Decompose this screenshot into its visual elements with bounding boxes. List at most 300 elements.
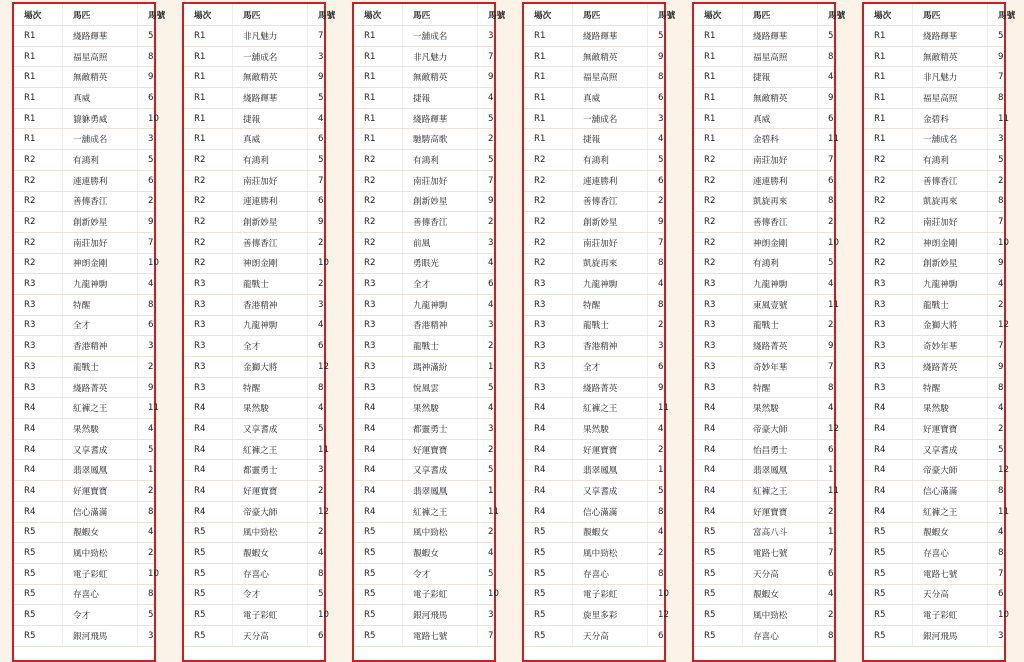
table-row [354, 108, 494, 129]
race-cell: R3 [864, 274, 913, 295]
table-row [184, 129, 324, 150]
table-row [354, 253, 494, 274]
horse-number-cell: 4 [308, 108, 325, 129]
horse-name-cell: 綫路輝華 [913, 26, 988, 47]
race-cell: R5 [694, 605, 743, 626]
horse-number-cell: 2 [308, 522, 325, 543]
horse-name-cell: 特醒 [743, 377, 818, 398]
horse-name-cell: 銀河飛馬 [63, 625, 138, 646]
table-row [524, 460, 664, 481]
horse-name-cell: 一舖成名 [233, 46, 308, 67]
horse-name-cell: 令才 [233, 584, 308, 605]
race-picks-table [694, 4, 846, 647]
horse-name-cell: 南莊加好 [63, 232, 138, 253]
horse-number-cell: 11 [818, 294, 835, 315]
horse-name-cell: 好運寶寶 [913, 419, 988, 440]
race-cell: R2 [184, 150, 233, 171]
horse-name-cell: 捷報 [743, 67, 818, 88]
race-cell: R1 [184, 46, 233, 67]
horse-name-cell: 九龍神駒 [403, 294, 478, 315]
horse-number-cell: 3 [308, 294, 325, 315]
horse-name-cell: 風中勁松 [573, 543, 648, 564]
race-cell: R5 [184, 605, 233, 626]
table-row [184, 191, 324, 212]
table-row [14, 274, 154, 295]
horse-name-cell: 好運寶寶 [403, 439, 478, 460]
race-cell: R2 [864, 212, 913, 233]
table-row [14, 377, 154, 398]
horse-number-cell: 8 [138, 294, 155, 315]
table-row [864, 129, 1004, 150]
table-row [694, 501, 834, 522]
race-header: 場次 [694, 4, 743, 26]
horse-number-cell: 11 [818, 481, 835, 502]
race-cell: R2 [694, 191, 743, 212]
horse-number-cell: 3 [988, 129, 1005, 150]
horse-number-cell: 10 [818, 232, 835, 253]
table-row [524, 108, 664, 129]
race-cell: R2 [184, 191, 233, 212]
table-row [184, 294, 324, 315]
horse-name-cell: 風中勁松 [63, 543, 138, 564]
horse-number-cell: 8 [988, 377, 1005, 398]
horse-number-cell: 6 [138, 88, 155, 109]
table-row [524, 253, 664, 274]
table-row [14, 46, 154, 67]
race-cell: R2 [354, 170, 403, 191]
table-row [524, 605, 664, 626]
table-row [694, 191, 834, 212]
race-cell: R1 [694, 88, 743, 109]
horse-number-cell: 2 [478, 129, 495, 150]
table-row [184, 563, 324, 584]
race-cell: R1 [864, 129, 913, 150]
horse-name-cell: 九龍神駒 [233, 315, 308, 336]
table-row [864, 88, 1004, 109]
horse-number-cell: 6 [818, 563, 835, 584]
horse-number-cell: 11 [818, 129, 835, 150]
horse-name-cell: 怡昌勇士 [743, 439, 818, 460]
race-cell: R3 [14, 357, 63, 378]
horse-name-cell: 善傳香江 [63, 191, 138, 212]
number-header: 馬號 [648, 4, 665, 26]
table-row [524, 26, 664, 47]
horse-number-cell: 9 [478, 191, 495, 212]
horse-number-cell: 12 [988, 315, 1005, 336]
horse-header: 馬匹 [63, 4, 138, 26]
horse-name-cell: 有鴻利 [573, 150, 648, 171]
horse-name-cell: 紅褲之王 [913, 501, 988, 522]
horse-name-cell: 都靈勇士 [233, 460, 308, 481]
race-cell: R5 [524, 605, 573, 626]
horse-number-cell: 4 [648, 522, 665, 543]
race-cell: R4 [14, 481, 63, 502]
table-row [14, 357, 154, 378]
horse-number-cell: 7 [478, 46, 495, 67]
race-header: 場次 [864, 4, 913, 26]
horse-name-cell: 前風 [403, 232, 478, 253]
horse-number-cell: 3 [308, 460, 325, 481]
table-row [184, 377, 324, 398]
horse-name-cell: 東風壹號 [743, 294, 818, 315]
race-cell: R5 [184, 584, 233, 605]
horse-number-cell: 9 [988, 46, 1005, 67]
table-row [14, 439, 154, 460]
table-row [184, 460, 324, 481]
table-row [694, 88, 834, 109]
race-cell: R2 [694, 150, 743, 171]
horse-number-cell: 5 [818, 26, 835, 47]
horse-number-cell: 1 [648, 460, 665, 481]
race-cell: R3 [864, 377, 913, 398]
horse-number-cell: 10 [308, 253, 325, 274]
horse-number-cell: 9 [138, 67, 155, 88]
horse-number-cell: 11 [988, 108, 1005, 129]
table-row [524, 88, 664, 109]
race-cell: R4 [184, 419, 233, 440]
horse-number-cell: 1 [818, 522, 835, 543]
horse-number-cell: 5 [478, 377, 495, 398]
table-row [184, 439, 324, 460]
horse-name-cell: 奇妙年華 [743, 357, 818, 378]
horse-number-cell: 4 [478, 88, 495, 109]
horse-name-cell: 又享耆成 [233, 419, 308, 440]
horse-name-cell: 善傳香江 [743, 212, 818, 233]
race-cell: R4 [864, 460, 913, 481]
table-row [864, 336, 1004, 357]
table-row [694, 170, 834, 191]
race-cell: R3 [524, 274, 573, 295]
race-cell: R1 [864, 108, 913, 129]
horse-number-cell: 4 [478, 294, 495, 315]
horse-name-cell: 電路七號 [403, 625, 478, 646]
horse-number-cell: 6 [648, 88, 665, 109]
race-cell: R2 [524, 232, 573, 253]
race-picks-table [524, 4, 676, 647]
table-row [524, 315, 664, 336]
horse-number-cell: 6 [308, 625, 325, 646]
race-cell: R5 [694, 584, 743, 605]
race-cell: R3 [524, 294, 573, 315]
table-row [524, 625, 664, 646]
horse-name-cell: 綫路輝華 [233, 88, 308, 109]
race-cell: R5 [354, 625, 403, 646]
table-row [14, 460, 154, 481]
race-cell: R3 [864, 294, 913, 315]
race-header: 場次 [14, 4, 63, 26]
horse-number-cell: 4 [818, 274, 835, 295]
race-cell: R4 [864, 481, 913, 502]
horse-number-cell: 9 [308, 67, 325, 88]
race-cell: R4 [184, 481, 233, 502]
race-cell: R5 [864, 563, 913, 584]
table-row [184, 274, 324, 295]
race-cell: R2 [14, 212, 63, 233]
race-cell: R5 [354, 584, 403, 605]
table-row [14, 481, 154, 502]
horse-name-cell: 綫路菁英 [573, 377, 648, 398]
race-picks-table [184, 4, 336, 647]
horse-number-cell: 2 [648, 191, 665, 212]
table-row [184, 336, 324, 357]
race-cell: R2 [694, 232, 743, 253]
race-cell: R5 [694, 563, 743, 584]
horse-name-cell: 金獅大將 [233, 357, 308, 378]
horse-number-cell: 5 [138, 150, 155, 171]
horse-name-cell: 創新妙星 [63, 212, 138, 233]
race-cell: R3 [14, 336, 63, 357]
horse-name-cell: 令才 [403, 563, 478, 584]
table-row [354, 232, 494, 253]
horse-name-cell: 龍戰士 [233, 274, 308, 295]
table-row [694, 212, 834, 233]
horse-number-cell: 3 [988, 625, 1005, 646]
horse-name-cell: 好運寶寶 [743, 501, 818, 522]
horse-name-cell: 金碧科 [913, 108, 988, 129]
horse-number-cell: 5 [308, 150, 325, 171]
race-cell: R5 [14, 543, 63, 564]
horse-name-cell: 香港精神 [233, 294, 308, 315]
horse-number-cell: 6 [478, 274, 495, 295]
number-header: 馬號 [138, 4, 155, 26]
horse-number-cell: 8 [648, 67, 665, 88]
horse-name-cell: 一舖成名 [573, 108, 648, 129]
horse-name-cell: 有鴻利 [403, 150, 478, 171]
table-row [524, 129, 664, 150]
race-cell: R4 [184, 501, 233, 522]
table-row [184, 253, 324, 274]
table-row [354, 67, 494, 88]
picks-table-6 [862, 2, 1016, 662]
horse-number-cell: 12 [818, 419, 835, 440]
race-cell: R1 [864, 46, 913, 67]
race-cell: R3 [14, 315, 63, 336]
race-picks-table [864, 4, 1016, 647]
table-row [864, 315, 1004, 336]
horse-name-cell: 存喜心 [913, 543, 988, 564]
horse-number-cell: 4 [988, 274, 1005, 295]
race-cell: R2 [694, 212, 743, 233]
horse-number-cell: 5 [648, 481, 665, 502]
table-row [694, 625, 834, 646]
horse-number-cell: 9 [988, 253, 1005, 274]
horse-name-cell: 一舖成名 [63, 129, 138, 150]
horse-name-cell: 一舖成名 [403, 26, 478, 47]
horse-number-cell: 8 [308, 377, 325, 398]
table-row [184, 584, 324, 605]
horse-name-cell: 龍戰士 [913, 294, 988, 315]
horse-number-cell: 5 [988, 439, 1005, 460]
race-cell: R3 [864, 357, 913, 378]
table-row [184, 170, 324, 191]
horse-number-cell: 2 [818, 501, 835, 522]
table-row [14, 129, 154, 150]
horse-number-cell: 5 [988, 26, 1005, 47]
horse-number-cell: 6 [308, 129, 325, 150]
horse-name-cell: 令才 [63, 605, 138, 626]
race-cell: R4 [14, 460, 63, 481]
horse-name-cell: 靚蝦女 [913, 522, 988, 543]
table-row [864, 439, 1004, 460]
horse-number-cell: 12 [648, 605, 665, 626]
horse-number-cell: 2 [648, 439, 665, 460]
race-cell: R1 [354, 108, 403, 129]
horse-number-cell: 7 [988, 67, 1005, 88]
horse-name-cell: 翡翠鳳凰 [403, 481, 478, 502]
horse-name-cell: 奇妙年華 [913, 336, 988, 357]
horse-number-cell: 5 [138, 26, 155, 47]
table-row [524, 67, 664, 88]
horse-number-cell: 9 [478, 67, 495, 88]
race-cell: R5 [524, 543, 573, 564]
race-cell: R1 [14, 129, 63, 150]
horse-number-cell: 6 [988, 584, 1005, 605]
horse-name-cell: 天分高 [573, 625, 648, 646]
horse-number-cell: 8 [138, 584, 155, 605]
race-cell: R4 [864, 419, 913, 440]
horse-number-cell: 5 [478, 108, 495, 129]
table-row [524, 398, 664, 419]
race-cell: R2 [694, 253, 743, 274]
horse-name-cell: 九龍神駒 [913, 274, 988, 295]
horse-number-cell: 8 [648, 253, 665, 274]
race-cell: R1 [184, 88, 233, 109]
horse-number-cell: 8 [818, 377, 835, 398]
horse-name-cell: 又享耆成 [403, 460, 478, 481]
table-row [524, 481, 664, 502]
table-row [14, 419, 154, 440]
header-row [354, 4, 494, 26]
horse-name-cell: 風中勁松 [743, 605, 818, 626]
horse-number-cell: 7 [988, 336, 1005, 357]
race-cell: R4 [14, 419, 63, 440]
table-row [524, 584, 664, 605]
horse-name-cell: 紅褲之王 [63, 398, 138, 419]
horse-name-cell: 香港精神 [403, 315, 478, 336]
race-cell: R3 [524, 315, 573, 336]
race-cell: R4 [864, 398, 913, 419]
horse-name-cell: 金碧科 [743, 129, 818, 150]
race-header: 場次 [184, 4, 233, 26]
table-row [524, 294, 664, 315]
table-row [354, 46, 494, 67]
horse-number-cell: 6 [138, 170, 155, 191]
horse-name-cell: 好運寶寶 [63, 481, 138, 502]
horse-number-cell: 7 [818, 543, 835, 564]
table-row [694, 150, 834, 171]
horse-number-cell: 11 [138, 398, 155, 419]
horse-number-cell: 7 [138, 232, 155, 253]
horse-number-cell: 2 [308, 274, 325, 295]
race-cell: R2 [864, 170, 913, 191]
horse-number-cell: 9 [648, 212, 665, 233]
race-cell: R5 [864, 522, 913, 543]
table-row [864, 501, 1004, 522]
race-cell: R1 [524, 108, 573, 129]
horse-name-cell: 綫路輝華 [573, 26, 648, 47]
race-cell: R5 [524, 522, 573, 543]
race-cell: R2 [14, 150, 63, 171]
race-cell: R4 [524, 398, 573, 419]
race-cell: R1 [524, 67, 573, 88]
race-picks-table [354, 4, 506, 647]
table-row [354, 398, 494, 419]
table-row [184, 481, 324, 502]
table-row [184, 212, 324, 233]
horse-name-cell: 龍戰士 [573, 315, 648, 336]
horse-name-cell: 綫路輝華 [403, 108, 478, 129]
table-row [864, 460, 1004, 481]
horse-name-cell: 南莊加好 [743, 150, 818, 171]
horse-number-cell: 5 [988, 150, 1005, 171]
horse-name-cell: 銀河飛馬 [403, 605, 478, 626]
table-row [524, 46, 664, 67]
horse-name-cell: 真威 [233, 129, 308, 150]
table-row [14, 170, 154, 191]
table-row [864, 398, 1004, 419]
race-cell: R4 [354, 460, 403, 481]
horse-number-cell: 4 [308, 543, 325, 564]
horse-number-cell: 4 [308, 398, 325, 419]
table-row [354, 336, 494, 357]
race-cell: R3 [354, 377, 403, 398]
table-row [184, 108, 324, 129]
table-row [184, 419, 324, 440]
table-row [184, 88, 324, 109]
table-row [864, 605, 1004, 626]
number-header: 馬號 [478, 4, 495, 26]
horse-number-cell: 10 [478, 584, 495, 605]
table-row [184, 605, 324, 626]
horse-name-cell: 綫路菁英 [913, 357, 988, 378]
horse-number-cell: 3 [478, 26, 495, 47]
table-row [524, 522, 664, 543]
horse-number-cell: 4 [478, 543, 495, 564]
horse-name-cell: 靚蝦女 [743, 584, 818, 605]
race-cell: R1 [864, 67, 913, 88]
horse-number-cell: 9 [308, 212, 325, 233]
horse-number-cell: 12 [308, 357, 325, 378]
table-row [184, 315, 324, 336]
horse-number-cell: 8 [988, 191, 1005, 212]
race-cell: R1 [694, 129, 743, 150]
horse-number-cell: 1 [818, 460, 835, 481]
horse-number-cell: 2 [478, 439, 495, 460]
table-row [864, 232, 1004, 253]
race-cell: R3 [354, 294, 403, 315]
race-cell: R1 [14, 26, 63, 47]
race-cell: R4 [14, 398, 63, 419]
horse-name-cell: 靚蝦女 [573, 522, 648, 543]
horse-number-cell: 7 [988, 563, 1005, 584]
race-cell: R5 [864, 543, 913, 564]
table-row [694, 584, 834, 605]
horse-name-cell: 又享耆成 [63, 439, 138, 460]
horse-name-cell: 存喜心 [63, 584, 138, 605]
horse-number-cell: 8 [988, 88, 1005, 109]
horse-name-cell: 又享耆成 [573, 481, 648, 502]
horse-name-cell: 連連勝利 [63, 170, 138, 191]
table-row [694, 336, 834, 357]
horse-name-cell: 凱旋再來 [743, 191, 818, 212]
race-cell: R2 [864, 232, 913, 253]
horse-name-cell: 銀河飛馬 [913, 625, 988, 646]
table-row [864, 274, 1004, 295]
horse-number-cell: 3 [648, 108, 665, 129]
race-cell: R2 [524, 191, 573, 212]
race-cell: R1 [524, 46, 573, 67]
horse-name-cell: 善傳香江 [573, 191, 648, 212]
